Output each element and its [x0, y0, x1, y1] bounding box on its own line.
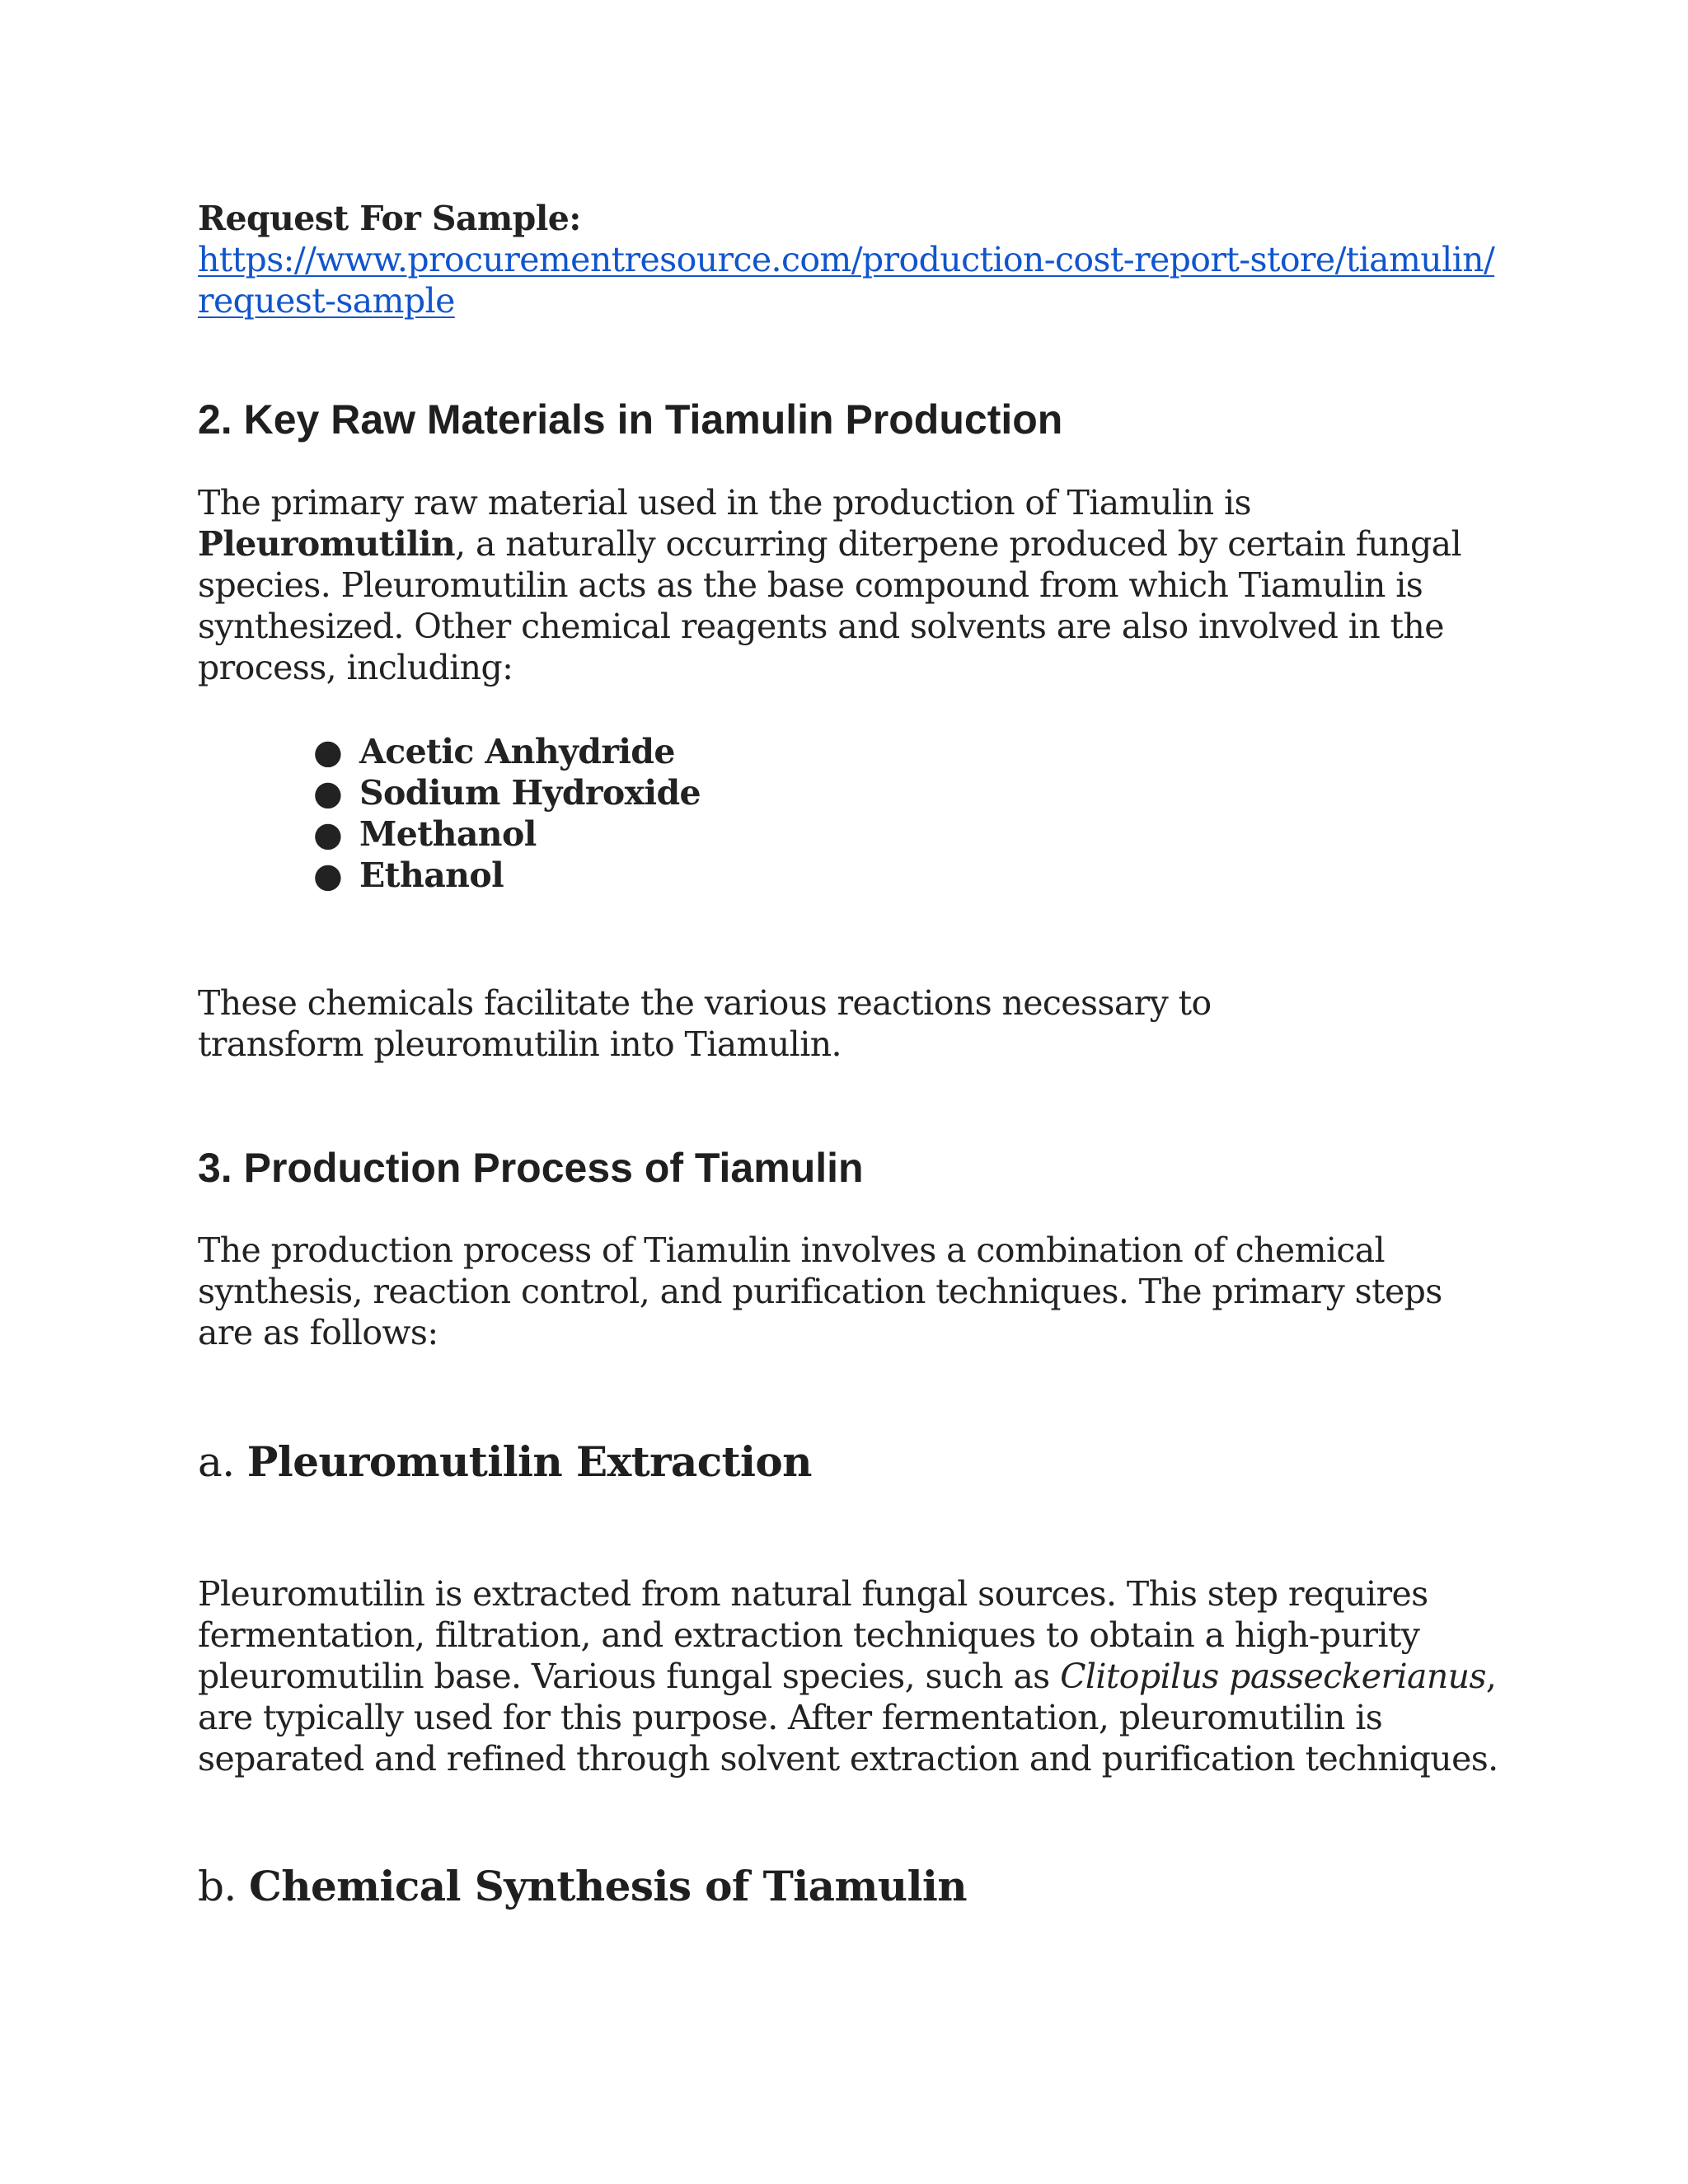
- production-intro-paragraph: The production process of Tiamulin involves a combination of chemical synthesis, reaction control, and purification techniques. The primary steps are as follows:: [198, 1230, 1442, 1352]
- request-sample-link[interactable]: https://www.procurementresource.com/production-cost-report-store/tiamulin/: [198, 240, 1495, 279]
- subsection-a-title: Pleuromutilin Extraction: [246, 1437, 812, 1486]
- bullet-icon: ●: [313, 814, 343, 854]
- chemicals-closing-paragraph: These chemicals facilitate the various reactions necessary to transform pleuromutilin into Tiamulin.: [198, 983, 1212, 1064]
- pleuromutilin-bold: Pleuromutilin: [198, 524, 456, 564]
- material-name: Acetic Anhydride: [359, 732, 675, 771]
- section-3-heading: 3. Production Process of Tiamulin: [198, 1145, 864, 1191]
- material-name: Sodium Hydroxide: [359, 773, 701, 813]
- list-item: [307, 731, 701, 772]
- list-item: [307, 855, 701, 896]
- bullet-icon: ●: [313, 855, 343, 895]
- bullet-icon: ●: [313, 773, 343, 813]
- material-name: Methanol: [359, 814, 537, 854]
- materials-list: [307, 731, 701, 896]
- raw-materials-text: The primary raw material used in the production of Tiamulin is: [198, 483, 1251, 523]
- material-name: Ethanol: [359, 855, 504, 895]
- request-sample-link-continued[interactable]: request-sample: [198, 281, 455, 321]
- section-2-heading: 2. Key Raw Materials in Tiamulin Production: [198, 396, 1063, 443]
- subsection-b-title: Chemical Synthesis of Tiamulin: [249, 1862, 968, 1910]
- request-sample-label: Request For Sample:: [198, 199, 581, 238]
- subsection-a-heading: [198, 1437, 1500, 1487]
- subsection-b-prefix: b.: [198, 1863, 249, 1910]
- subsection-a-prefix: a.: [198, 1438, 247, 1486]
- list-item: [307, 772, 701, 813]
- list-item: [307, 813, 701, 855]
- bullet-icon: ●: [313, 732, 343, 771]
- raw-materials-text-continued: , a naturally occurring diterpene produced by certain fungal species. Pleuromutilin acts as the base compound from which Tiamulin is synthesized. Other chemical reagents and solvents are also involved in the process, including:: [198, 524, 1461, 687]
- extraction-text-continued: , are typically used for this purpose. After fermentation, pleuromutilin is separated and refined through solvent extraction and purification techniques.: [198, 1657, 1498, 1779]
- extraction-text: Pleuromutilin is extracted from natural fungal sources. This step requires fermentation, filtration, and extraction techniques to obtain a high-purity pleuromutilin base. Various fungal species, such as: [198, 1574, 1428, 1696]
- request-sample-block: [198, 198, 1500, 321]
- extraction-paragraph: [198, 1573, 1500, 1779]
- subsection-b-heading: [198, 1862, 1500, 1911]
- raw-materials-paragraph: [198, 482, 1500, 688]
- species-italic: Clitopilus passeckerianus: [1060, 1657, 1486, 1696]
